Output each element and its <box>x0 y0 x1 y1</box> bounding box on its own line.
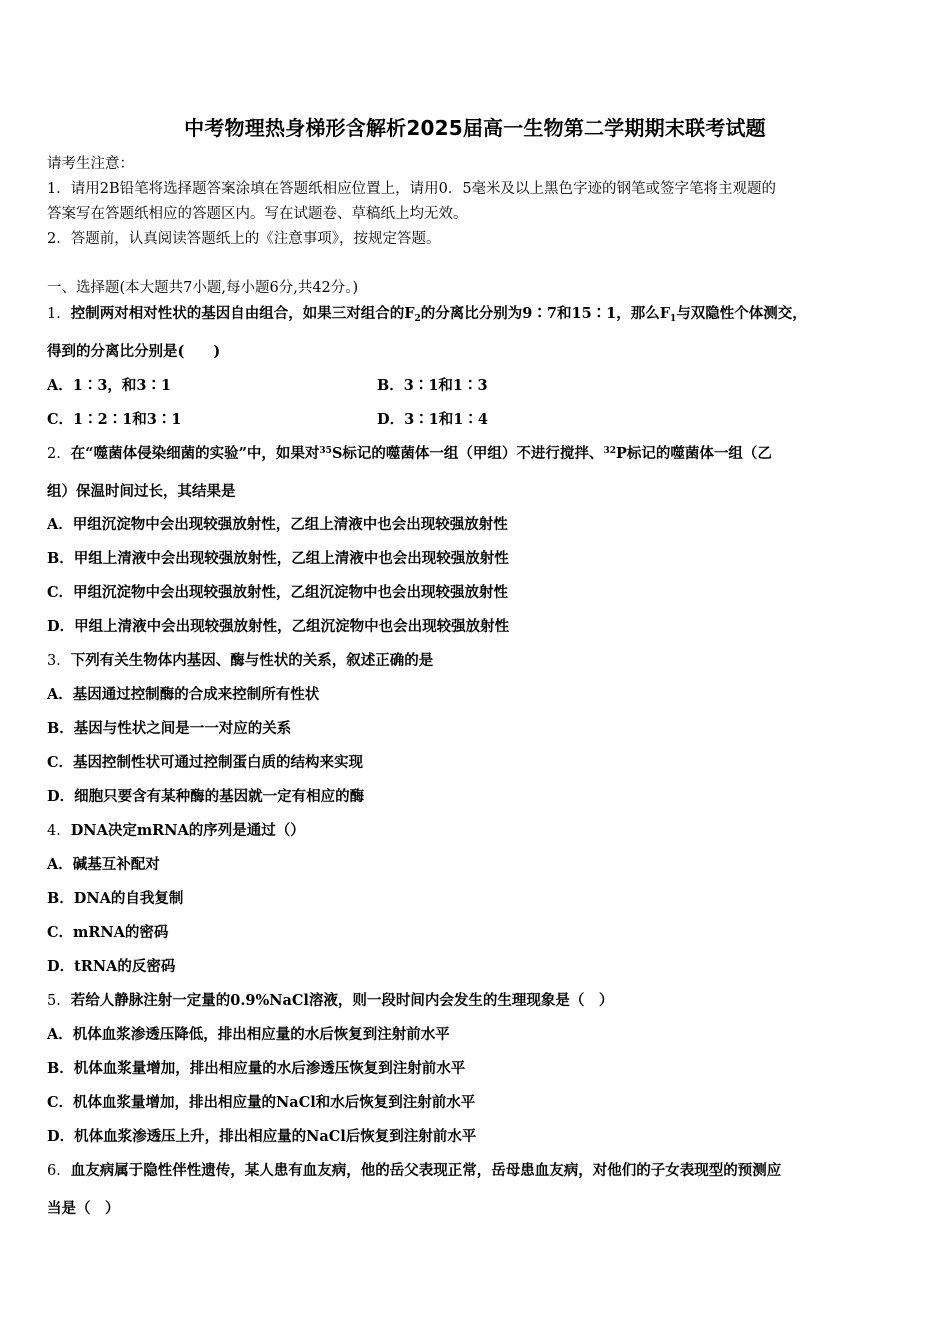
question-number: 1． <box>47 306 71 322</box>
q1-option-c[interactable]: C．1∶2∶1和3∶1 <box>47 411 182 428</box>
question-4: 4．DNA决定mRNA的序列是通过（） <box>47 822 305 839</box>
q2-option-d[interactable]: D．甲组上清液中会出现较强放射性，乙组沉淀物中也会出现较强放射性 <box>47 618 510 635</box>
q2-option-b[interactable]: B．甲组上清液中会出现较强放射性，乙组上清液中也会出现较强放射性 <box>47 550 509 567</box>
q4-option-c[interactable]: C．mRNA的密码 <box>47 924 169 941</box>
q3-option-c[interactable]: C．基因控制性状可通过控制蛋白质的结构来实现 <box>47 754 364 771</box>
question-number: 4． <box>47 823 71 839</box>
q2-option-c[interactable]: C．甲组沉淀物中会出现较强放射性，乙组沉淀物中也会出现较强放射性 <box>47 584 509 601</box>
q5-option-a[interactable]: A．机体血浆渗透压降低，排出相应量的水后恢复到注射前水平 <box>47 1026 450 1043</box>
notice-item-1: 1．请用2B铅笔将选择题答案涂填在答题纸相应位置上，请用0．5毫米及以上黑色字迹的钢笔或签字笔将主观题的 <box>47 181 777 197</box>
question-5: 5．若给人静脉注射一定量的0.9%NaCl溶液，则一段时间内会发生的生理现象是（ ） <box>47 992 614 1009</box>
q1-option-b[interactable]: B．3∶1和1∶3 <box>377 377 488 394</box>
q1-option-d[interactable]: D．3∶1和1∶4 <box>377 411 488 428</box>
question-3: 3．下列有关生物体内基因、酶与性状的关系，叙述正确的是 <box>47 652 434 669</box>
q3-option-a[interactable]: A．基因通过控制酶的合成来控制所有性状 <box>47 686 320 703</box>
question-2-cont: 组）保温时间过长，其结果是 <box>47 483 236 500</box>
notice-item-2: 2．答题前，认真阅读答题纸上的《注意事项》，按规定答题。 <box>47 231 441 247</box>
question-2: 2．在“噬菌体侵染细菌的实验”中，如果对$^{35}$S标记的噬菌体一组（甲组）不进行搅拌、$^{32}$P标记的噬菌体一组（乙 <box>47 445 772 462</box>
question-1-cont: 得到的分离比分别是( ) <box>47 343 221 360</box>
q5-option-d[interactable]: D．机体血浆渗透压上升，排出相应量的NaCl后恢复到注射前水平 <box>47 1128 477 1145</box>
question-6-cont: 当是（ ） <box>47 1200 120 1217</box>
question-number: 6． <box>47 1163 71 1179</box>
q3-option-d[interactable]: D．细胞只要含有某种酶的基因就一定有相应的酶 <box>47 788 365 805</box>
q5-option-c[interactable]: C．机体血浆量增加，排出相应量的NaCl和水后恢复到注射前水平 <box>47 1094 476 1111</box>
q5-option-b[interactable]: B．机体血浆量增加，排出相应量的水后渗透压恢复到注射前水平 <box>47 1060 466 1077</box>
section-heading: 一、选择题(本大题共7小题,每小题6分,共42分。) <box>47 280 359 296</box>
question-6: 6．血友病属于隐性伴性遗传，某人患有血友病，他的岳父表现正常，岳母患血友病，对他们的子女表现型的预测应 <box>47 1162 782 1179</box>
question-number: 2． <box>47 446 71 462</box>
question-number: 5． <box>47 993 71 1009</box>
page-title: 中考物理热身梯形含解析2025届高一生物第二学期期末联考试题 <box>184 116 766 140</box>
q4-option-d[interactable]: D．tRNA的反密码 <box>47 958 176 975</box>
notice-heading: 请考生注意： <box>47 156 134 172</box>
question-1: 1．控制两对相对性状的基因自由组合，如果三对组合的$F_2$的分离比分别为9∶7和15∶1，那么$F_1$与双隐性个体测交， <box>47 305 807 324</box>
notice-item-1-cont: 答案写在答题纸相应的答题区内。写在试题卷、草稿纸上均无效。 <box>47 206 468 222</box>
q1-option-a[interactable]: A．1∶3，和3∶1 <box>47 377 172 394</box>
q2-option-a[interactable]: A．甲组沉淀物中会出现较强放射性，乙组上清液中也会出现较强放射性 <box>47 516 508 533</box>
q3-option-b[interactable]: B．基因与性状之间是一一对应的关系 <box>47 720 292 737</box>
q4-option-a[interactable]: A．碱基互补配对 <box>47 856 160 873</box>
question-number: 3． <box>47 653 71 669</box>
q4-option-b[interactable]: B．DNA的自我复制 <box>47 890 184 907</box>
